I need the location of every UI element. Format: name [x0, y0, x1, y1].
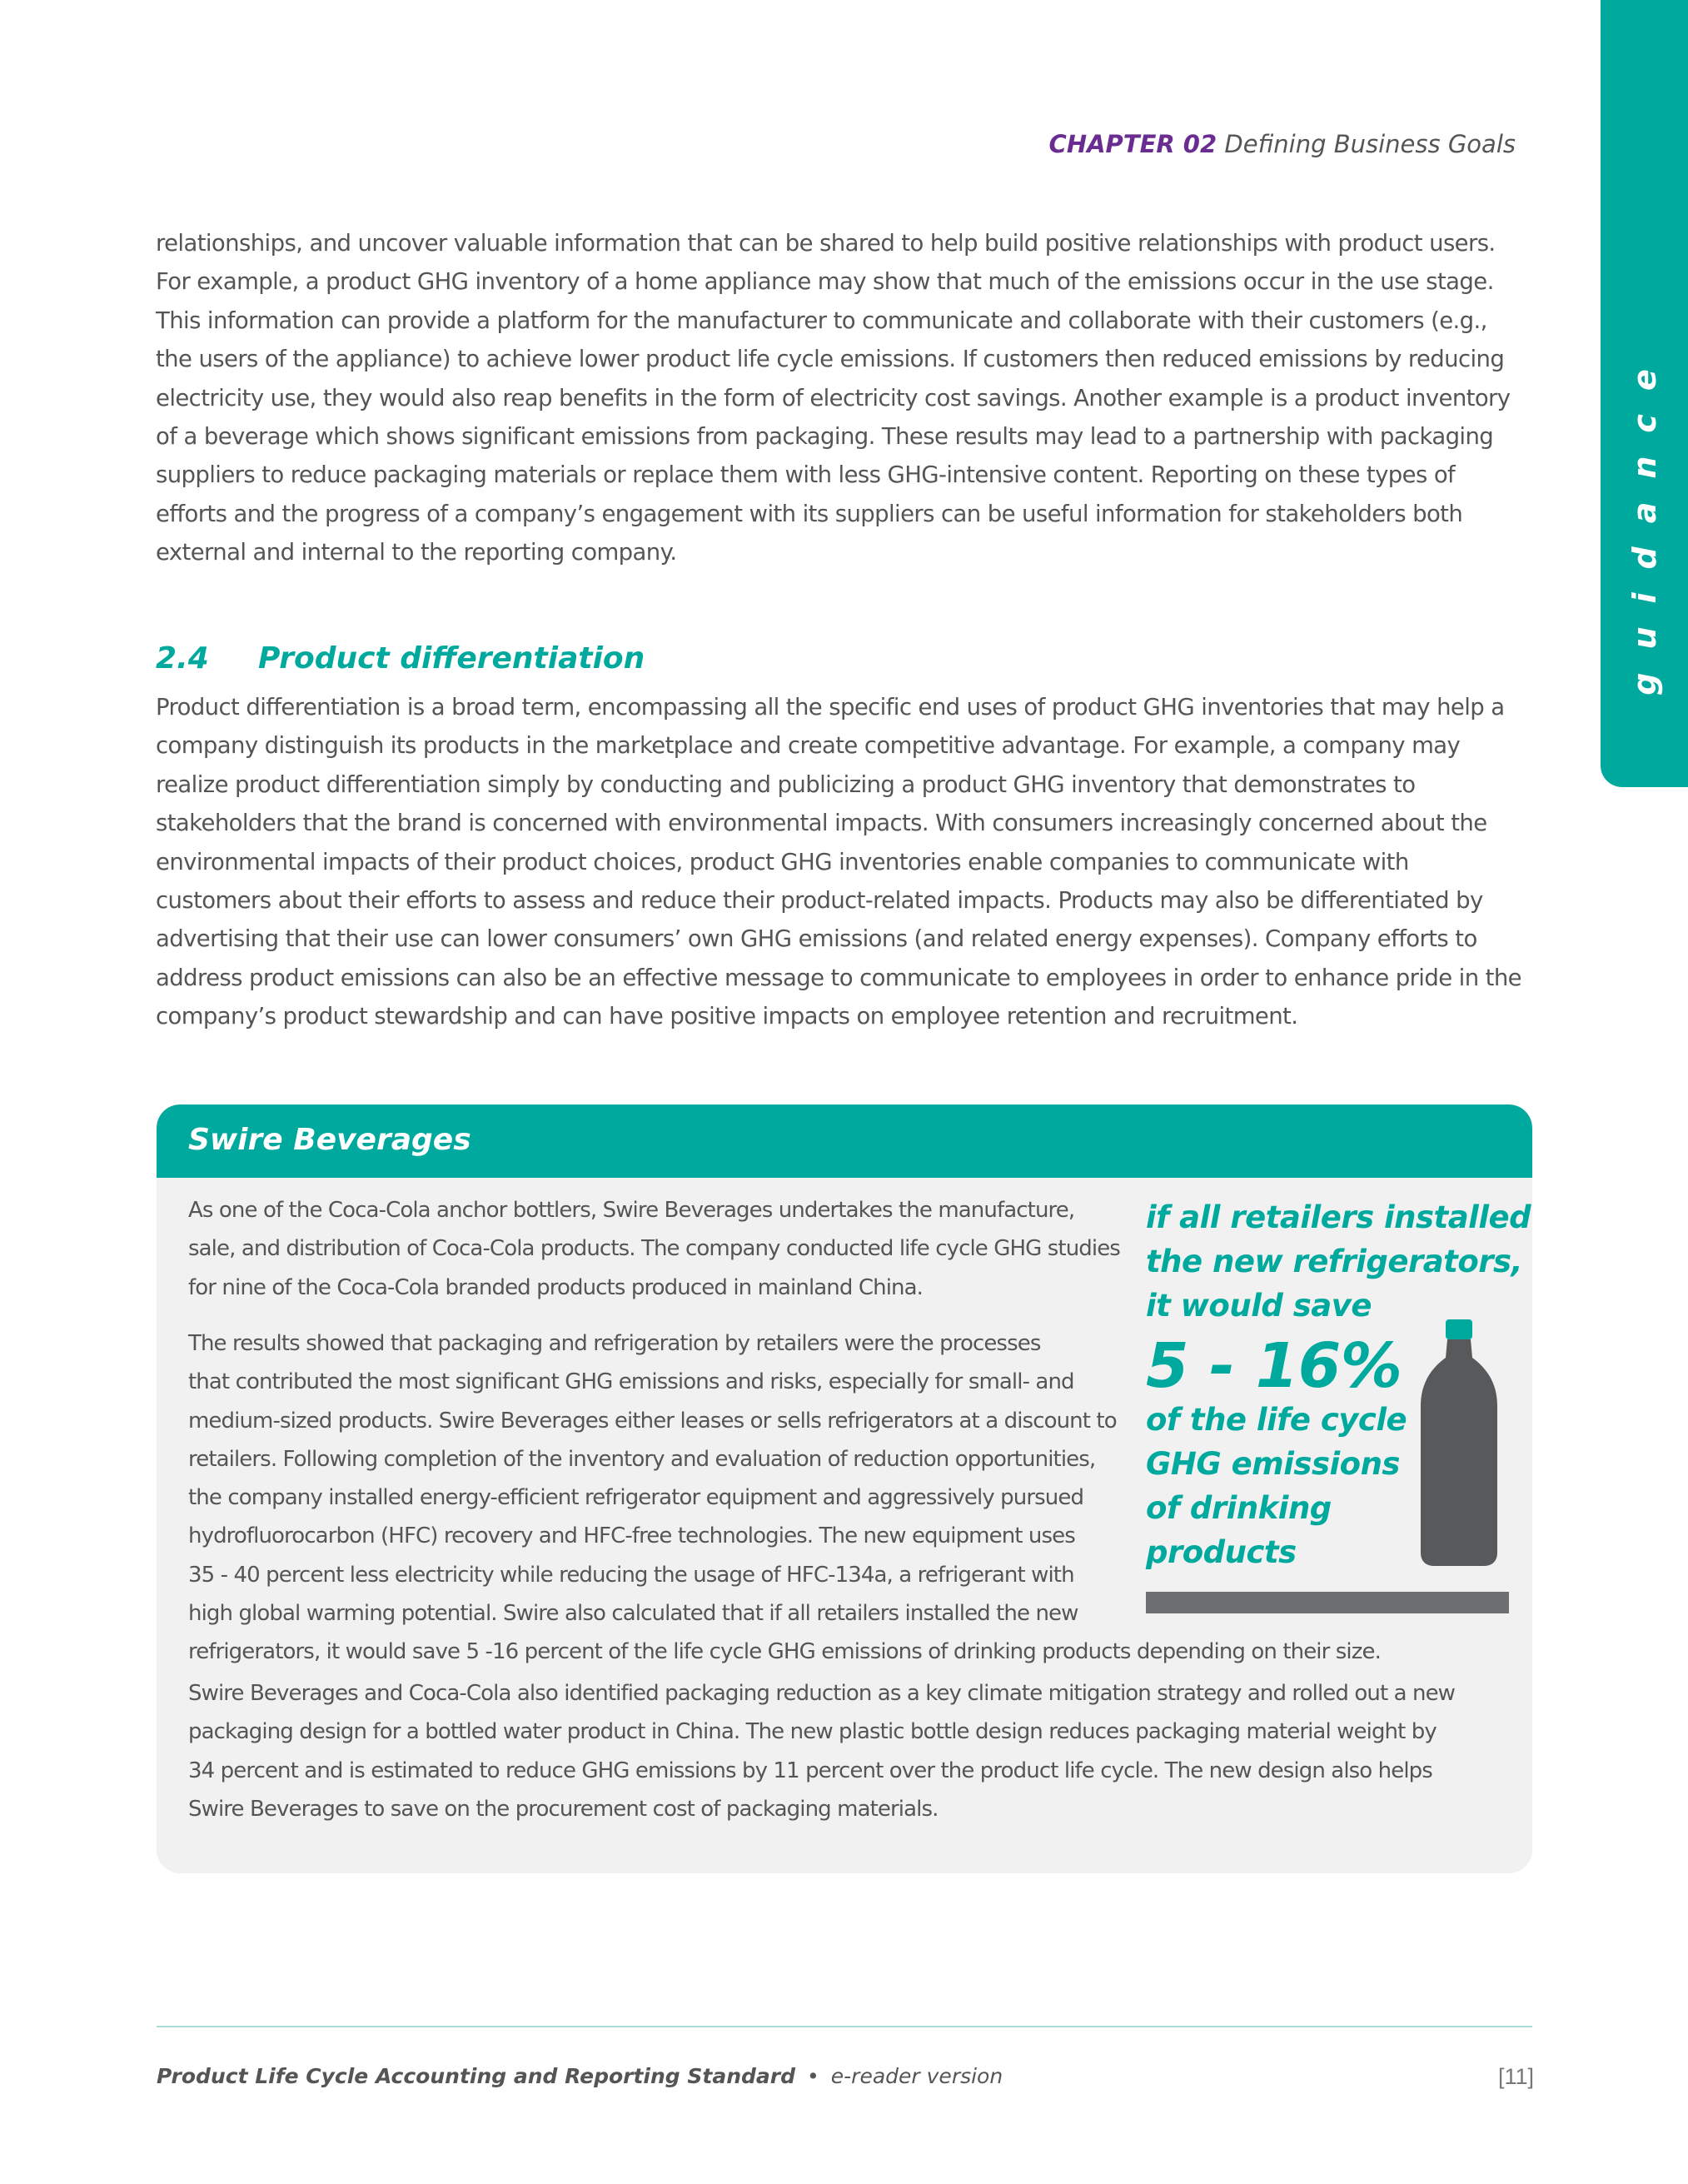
callout-bar	[1146, 1592, 1509, 1613]
chapter-label: CHAPTER 02	[1048, 130, 1217, 158]
case-study-title: Swire Beverages	[188, 1123, 471, 1157]
paragraph-line: 35 - 40 percent less electricity while reducing the usage of HFC-134a, a refrigerant with	[188, 1562, 1074, 1588]
water-bottle-icon	[1416, 1319, 1502, 1566]
callout-line: it would save	[1146, 1288, 1372, 1324]
callout-line: the new refrigerators,	[1146, 1244, 1523, 1279]
callout-line: products	[1146, 1534, 1297, 1570]
section-number: 2.4	[156, 641, 209, 676]
footer-title	[157, 2064, 1003, 2088]
paragraph-line: medium-sized products. Swire Beverages either leases or sells refrigerators at a discount to	[188, 1408, 1117, 1434]
chapter-title: Defining Business Goals	[1224, 130, 1516, 158]
paragraph-line: retailers. Following completion of the inventory and evaluation of reduction opportunities,	[188, 1446, 1096, 1472]
paragraph-line: The results showed that packaging and refrigeration by retailers were the processes	[188, 1331, 1041, 1356]
section-heading	[156, 641, 645, 676]
callout-line: of drinking	[1146, 1490, 1332, 1526]
case-study-paragraph-3	[188, 1674, 1455, 1828]
footer-separator: •	[807, 2064, 819, 2088]
callout-line: GHG emissions	[1146, 1446, 1400, 1482]
paragraph-line: refrigerators, it would save 5 -16 percent of the life cycle GHG emissions of drinking products depending on their size.	[188, 1639, 1381, 1665]
paragraph-line: the company installed energy-efficient refrigerator equipment and aggressively pursued	[188, 1485, 1084, 1511]
page-number: [11]	[1497, 2064, 1534, 2089]
callout-figure: 5 - 16%	[1146, 1330, 1402, 1402]
footer-edition: e-reader version	[830, 2064, 1003, 2088]
chapter-header	[1049, 130, 1516, 158]
footer-standard-title: Product Life Cycle Accounting and Reporting Standard	[157, 2064, 796, 2088]
section-paragraph: Product differentiation is a broad term, encompassing all the specific end uses of product GHG inventories that may help a company distinguish its products in the marketplace and create competitive advantage. For example, a company may realize product differentiation simply by conducting and publicizing a product GHG inventory that demonstrates to stakeholders that the brand is concerned with environmental impacts. With consumers increasingly concerned about the environmental impacts of their product choices, product GHG inventories enable companies to communicate with customers about their efforts to assess and reduce their product-related impacts. Products may also be differentiated by advertising that their use can lower consumers’ own GHG emissions (and related energy expenses). Company efforts to address product emissions can also be an effective message to communicate to employees in order to enhance pride in the company’s product stewardship and can have positive impacts on employee retention and recruitment.	[156, 694, 1522, 1030]
callout-line: of the life cycle	[1146, 1402, 1407, 1438]
case-study-header	[157, 1104, 1532, 1178]
paragraph-line: hydrofluorocarbon (HFC) recovery and HFC-free technologies. The new equipment uses	[188, 1523, 1075, 1549]
paragraph-line: Swire Beverages to save on the procurement cost of packaging materials.	[188, 1796, 939, 1822]
paragraph-line: packaging design for a bottled water product in China. The new plastic bottle design reduces packaging material weight by	[188, 1719, 1437, 1745]
paragraph-line: 34 percent and is estimated to reduce GHG emissions by 11 percent over the product life cycle. The new design also helps	[188, 1758, 1432, 1783]
paragraph-line: that contributed the most significant GHG emissions and risks, especially for small- and	[188, 1369, 1074, 1395]
case-study-paragraph-1: As one of the Coca-Cola anchor bottlers, Swire Beverages undertakes the manufacture, sale, and distribution of Coca-Cola products. The company conducted life cycle GHG studies for nine of the Coca-Cola branded products produced in mainland China.	[188, 1198, 1120, 1300]
paragraph-line: high global warming potential. Swire also calculated that if all retailers installed the new	[188, 1601, 1078, 1627]
section-title: Product differentiation	[258, 641, 645, 676]
footer-rule	[157, 2026, 1532, 2027]
callout-line: if all retailers installed	[1146, 1199, 1531, 1235]
intro-paragraph: relationships, and uncover valuable information that can be shared to help build positive relationships with product users. For example, a product GHG inventory of a home appliance may show that much of the emissions occur in the use stage. This information can provide a platform for the manufacturer to communicate and collaborate with their customers (e.g., the users of the appliance) to achieve lower product life cycle emissions. If customers then reduced emissions by reducing electricity use, they would also reap benefits in the form of electricity cost savings. Another example is a product inventory of a beverage which shows significant emissions from packaging. These results may lead to a partnership with packaging suppliers to reduce packaging materials or replace them with less GHG-intensive content. Reporting on these types of efforts and the progress of a company’s engagement with its suppliers can be useful information for stakeholders both external and internal to the reporting company.	[156, 230, 1511, 566]
side-tab-label: guidance	[1626, 346, 1663, 696]
paragraph-line: Swire Beverages and Coca-Cola also identified packaging reduction as a key climate mitigation strategy and rolled out a new	[188, 1681, 1456, 1706]
